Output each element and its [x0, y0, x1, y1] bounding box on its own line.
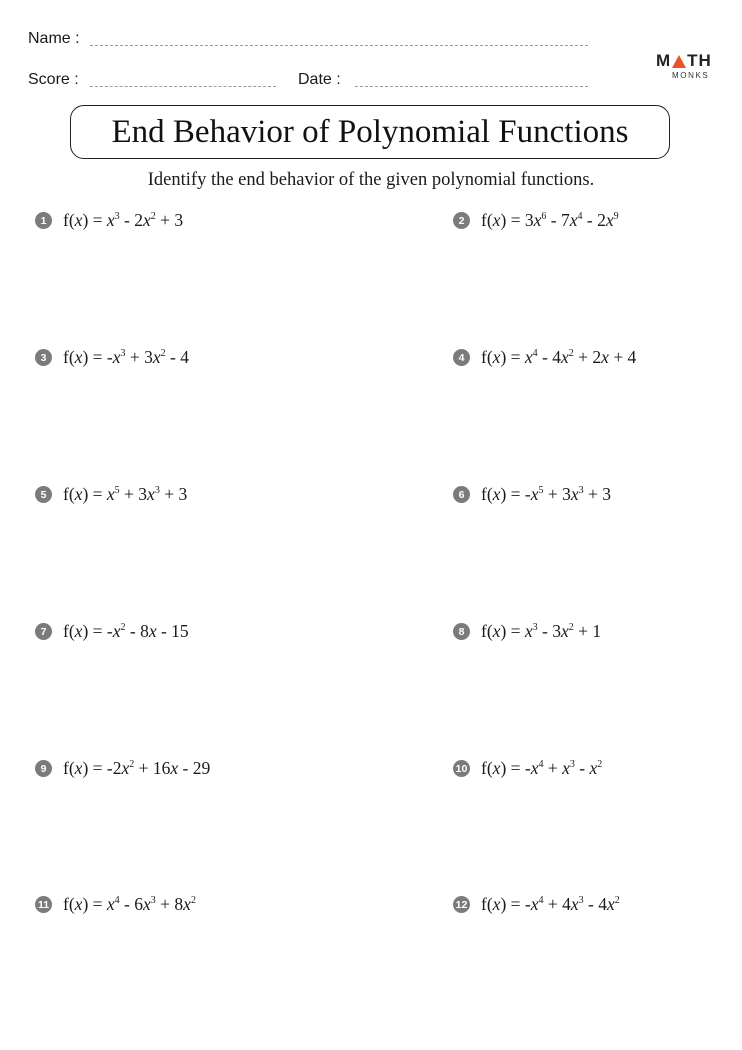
problem-number-badge: 11	[35, 896, 52, 913]
score-input-line[interactable]	[90, 86, 276, 87]
problem-expression: $f(x) = x^3 - 2x^2 + 3$	[63, 210, 184, 230]
problem-expression: $f(x) = x^4 - 6x^3 + 8x^2$	[63, 894, 196, 914]
problem-item	[35, 758, 210, 779]
name-label: Name :	[28, 30, 80, 47]
problem-expression: $f(x) = -x^2 - 8x - 15$	[63, 621, 189, 641]
problem-item	[35, 894, 196, 915]
problem-number-badge: 9	[35, 760, 52, 777]
problem-number-badge: 6	[453, 486, 470, 503]
problem-expression: $f(x) = -x^4 + 4x^3 - 4x^2$	[481, 894, 620, 914]
problem-number-badge: 8	[453, 623, 470, 640]
problem-expression: $f(x) = -2x^2 + 16x - 29$	[63, 758, 211, 778]
logo-math-right: TH	[687, 51, 712, 70]
problem-number-badge: 5	[35, 486, 52, 503]
problem-expression: $f(x) = x^5 + 3x^3 + 3$	[63, 484, 188, 504]
score-label: Score :	[28, 71, 79, 88]
math-monks-logo	[656, 52, 718, 80]
problem-item	[35, 484, 187, 505]
page-title: End Behavior of Polynomial Functions	[111, 113, 629, 150]
date-label: Date :	[298, 71, 341, 88]
problem-item	[453, 894, 620, 915]
instructions: Identify the end behavior of the given polynomial functions.	[147, 170, 595, 190]
problem-item	[453, 621, 601, 642]
problem-item	[453, 210, 619, 231]
logo-monks-text: MONKS	[672, 71, 710, 80]
problem-number-badge: 7	[35, 623, 52, 640]
problem-number-badge: 10	[453, 760, 470, 777]
problem-item	[35, 347, 189, 368]
logo-math-left: M	[656, 51, 672, 70]
problem-expression: $f(x) = -x^3 + 3x^2 - 4$	[63, 347, 189, 367]
problem-expression: $f(x) = 3x^6 - 7x^4 - 2x^9$	[481, 210, 619, 230]
problem-item	[453, 484, 611, 505]
problem-expression: $f(x) = x^4 - 4x^2 + 2x + 4$	[481, 347, 637, 367]
problem-expression: $f(x) = -x^5 + 3x^3 + 3$	[481, 484, 612, 504]
problem-number-badge: 4	[453, 349, 470, 366]
problem-number-badge: 3	[35, 349, 52, 366]
problem-number-badge: 2	[453, 212, 470, 229]
logo-wordmark	[656, 52, 718, 69]
problem-item	[35, 621, 189, 642]
title-box	[70, 105, 670, 159]
name-input-line[interactable]	[90, 45, 588, 46]
triangle-icon	[672, 55, 686, 68]
problem-item	[453, 758, 602, 779]
problem-item	[453, 347, 636, 368]
problem-number-badge: 1	[35, 212, 52, 229]
problem-item	[35, 210, 183, 231]
problem-expression: $f(x) = -x^4 + x^3 - x^2$	[481, 758, 603, 778]
problem-expression: $f(x) = x^3 - 3x^2 + 1$	[481, 621, 602, 641]
problem-number-badge: 12	[453, 896, 470, 913]
date-input-line[interactable]	[355, 86, 588, 87]
